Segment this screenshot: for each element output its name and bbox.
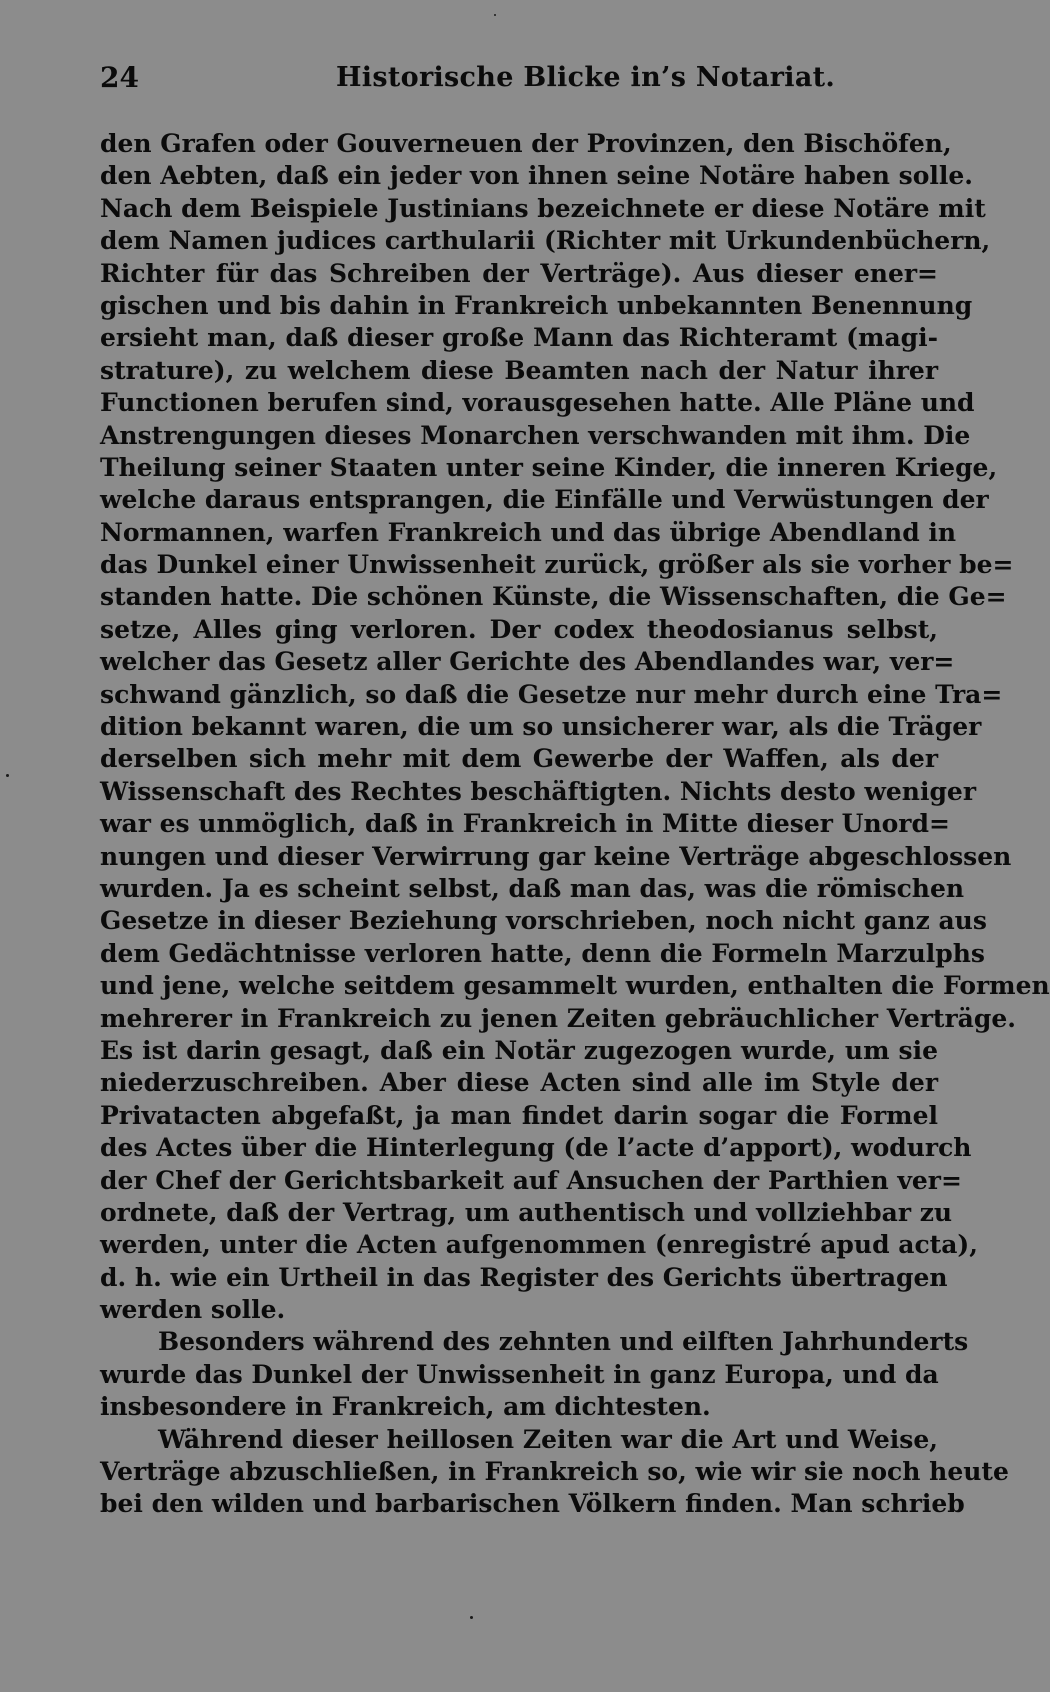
running-title: Historische Blicke in’s Notariat. (336, 62, 836, 93)
body-text (100, 128, 1050, 1521)
text-line: welche daraus entsprangen, die Einfälle und Verwüstungen der (100, 485, 989, 515)
ink-speck (494, 14, 496, 16)
paragraph (100, 1424, 1009, 1521)
text-line: Privatacten abgefaßt, ja man findet darin sogar die Formel (100, 1100, 938, 1130)
paragraph (100, 128, 1050, 1326)
text-line: das Dunkel einer Unwissenheit zurück, größer als sie vorher be= (100, 550, 1014, 580)
text-line: insbesondere in Frankreich, am dichtesten. (100, 1392, 711, 1422)
text-line: wurden. Ja es scheint selbst, daß man das, was die römischen (100, 873, 965, 903)
text-line: Nach dem Beispiele Justinians bezeichnete er diese Notäre mit (100, 193, 986, 223)
text-line: standen hatte. Die schönen Künste, die Wissenschaften, die Ge= (100, 582, 1007, 612)
ink-speck (470, 1616, 473, 1619)
text-line: ordnete, daß der Vertrag, um authentisch und vollziehbar zu (100, 1197, 953, 1227)
text-line: Verträge abzuschließen, in Frankreich so, wie wir sie noch heute (100, 1457, 1009, 1487)
text-line: gischen und bis dahin in Frankreich unbekannten Benennung (100, 290, 973, 320)
page-number: 24 (100, 61, 139, 94)
text-line: wurde das Dunkel der Unwissenheit in ganz Europa, und da (100, 1359, 939, 1389)
text-line: den Aebten, daß ein jeder von ihnen seine Notäre haben solle. (100, 161, 973, 191)
paragraph (100, 1326, 969, 1423)
text-line: dem Namen judices carthularii (Richter mit Urkundenbüchern, (100, 226, 991, 256)
text-line: den Grafen oder Gouverneuen der Provinzen, den Bischöfen, (100, 129, 952, 158)
text-line: Besonders während des zehnten und eilften Jahrhunderts (158, 1327, 969, 1357)
text-line: Es ist darin gesagt, daß ein Notär zugezogen wurde, um sie (100, 1035, 938, 1065)
text-line: ersieht man, daß dieser große Mann das Richteramt (magi- (100, 323, 938, 353)
text-line: nungen und dieser Verwirrung gar keine Verträge abgeschlossen (100, 841, 1012, 871)
text-line: und jene, welche seitdem gesammelt wurden, enthalten die Formen (100, 971, 1050, 1001)
text-line: der Chef der Gerichtsbarkeit auf Ansuchen der Parthien ver= (100, 1165, 962, 1195)
text-line: dition bekannt waren, die um so unsicherer war, als die Träger (100, 712, 982, 742)
text-line: Während dieser heillosen Zeiten war die Art und Weise, (158, 1424, 938, 1454)
text-line: Functionen berufen sind, vorausgesehen hatte. Alle Pläne und (100, 388, 975, 418)
text-line: niederzuschreiben. Aber diese Acten sind alle im Style der (100, 1068, 938, 1098)
text-line: des Actes über die Hinterlegung (de l’acte d’apport), wodurch (100, 1133, 972, 1163)
text-line: werden solle. (100, 1295, 286, 1325)
text-line: welcher das Gesetz aller Gerichte des Abendlandes war, ver= (100, 647, 955, 677)
text-line: bei den wilden und barbarischen Völkern finden. Man schrieb (100, 1489, 965, 1519)
text-line: war es unmöglich, daß in Frankreich in Mitte dieser Unord= (100, 809, 950, 839)
text-line: setze, Alles ging verloren. Der codex theodosianus selbst, (100, 614, 938, 644)
text-line: derselben sich mehr mit dem Gewerbe der Waffen, als der (100, 744, 938, 774)
text-line: dem Gedächtnisse verloren hatte, denn die Formeln Marzulphs (100, 938, 986, 968)
text-line: Normannen, warfen Frankreich und das übrige Abendland in (100, 517, 957, 547)
text-line: Anstrengungen dieses Monarchen verschwanden mit ihm. Die (100, 420, 971, 450)
text-line: d. h. wie ein Urtheil in das Register des Gerichts übertragen (100, 1262, 948, 1292)
ink-speck (6, 774, 9, 777)
text-line: Gesetze in dieser Beziehung vorschrieben, noch nicht ganz aus (100, 906, 987, 936)
text-line: Wissenschaft des Rechtes beschäftigten. Nichts desto weniger (100, 776, 977, 806)
text-line: werden, unter die Acten aufgenommen (enregistré apud acta), (100, 1230, 978, 1260)
text-line: mehrerer in Frankreich zu jenen Zeiten gebräuchlicher Verträge. (100, 1003, 1016, 1033)
text-line: Theilung seiner Staaten unter seine Kinder, die inneren Kriege, (100, 452, 998, 482)
text-line: strature), zu welchem diese Beamten nach der Natur ihrer (100, 355, 938, 385)
text-line: schwand gänzlich, so daß die Gesetze nur mehr durch eine Tra= (100, 679, 1003, 709)
text-line: Richter für das Schreiben der Verträge). Aus dieser ener= (100, 258, 938, 288)
page-header (100, 58, 836, 98)
